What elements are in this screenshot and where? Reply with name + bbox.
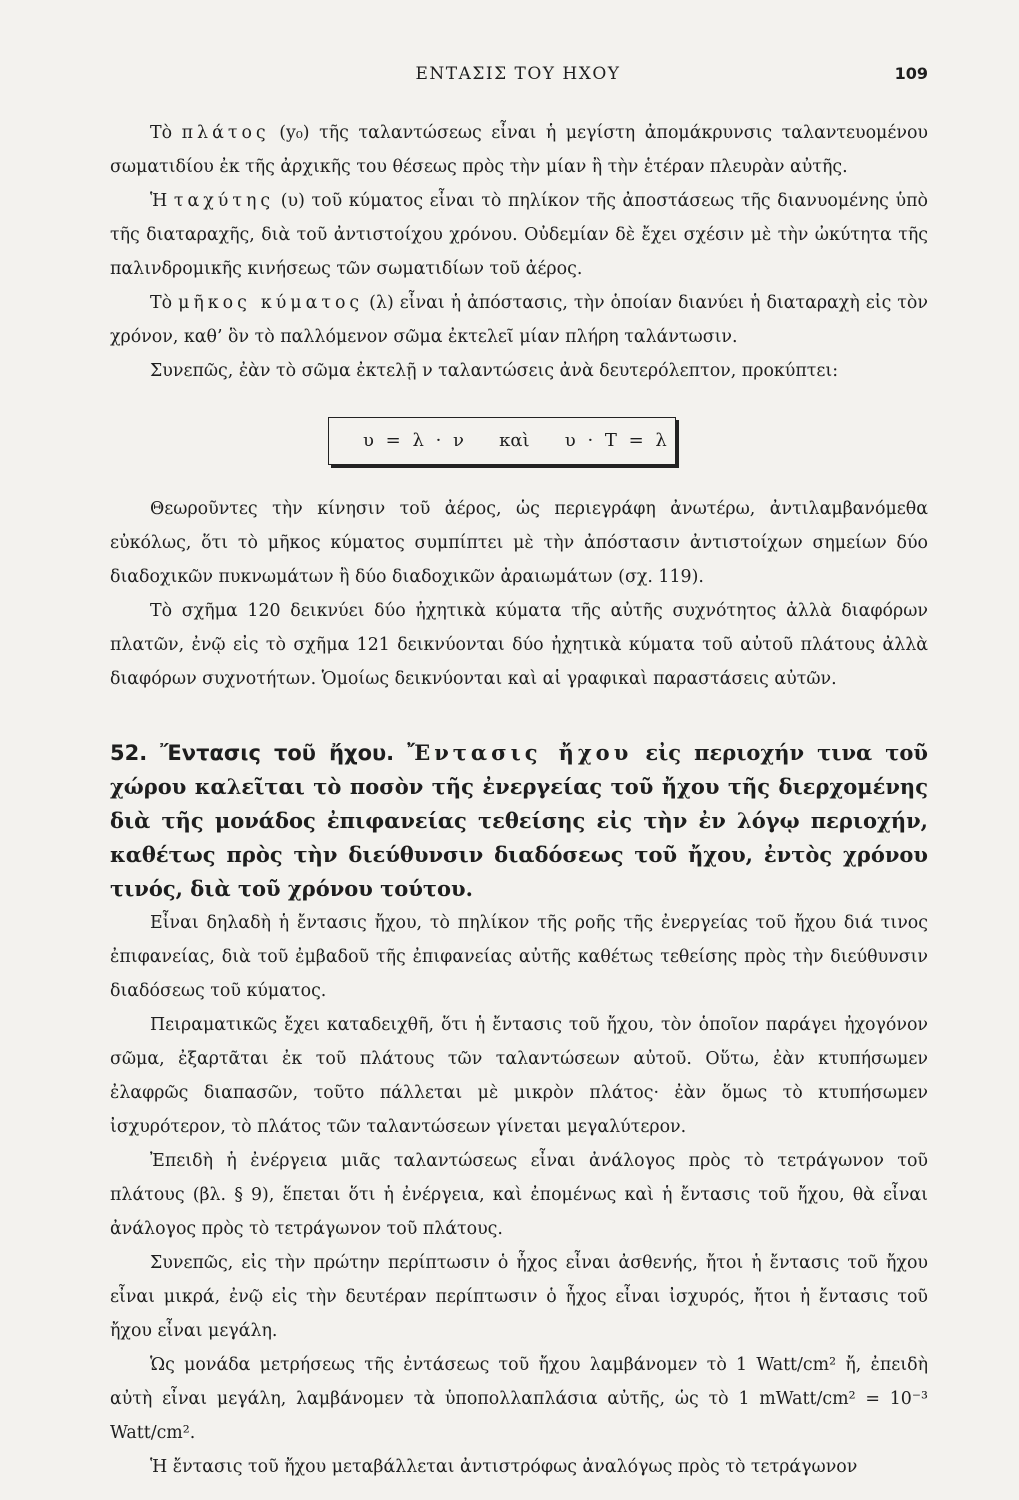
text: (λ) εἶναι ἡ ἀπόστασις, τὴν ὁποίαν διανύει ἡ διαταραχὴ εἰς τὸν χρόνον, καθ’ ὃν τὸ παλλόμενον σῶμα ἐκτελεῖ μίαν πλήρη ταλάντωσιν. (110, 293, 928, 347)
text: (y₀) τῆς ταλαντώσεως εἶναι ἡ μεγίστη ἀπομάκρυνσις ταλαντευομένου σωματιδίου ἐκ τῆς ἀρχικῆς του θέσεως πρὸς τὴν μίαν ἢ τὴν ἑτέραν πλευρὰν αὐτῆς. (110, 123, 928, 177)
paragraph-s1: Εἶναι δηλαδὴ ἡ ἔντασις ἤχου, τὸ πηλίκον τῆς ροῆς τῆς ἐνεργείας τοῦ ἤχου διά τινος ἐπιφανείας, διὰ τοῦ ἐμβαδοῦ τῆς ἐπιφανείας αὐτῆς καθέτως τεθείσης πρὸς τὴν διεύθυνσιν διαδόσεως τοῦ κύματος. (110, 913, 928, 1001)
text: Τὸ (150, 123, 182, 143)
paragraph-s6: Ἡ ἔντασις τοῦ ἤχου μεταβάλλεται ἀντιστρόφως ἀναλόγως πρὸς τὸ τετράγωνον (150, 1457, 858, 1477)
text: Τὸ (150, 293, 179, 313)
term-amplitude: πλάτος (181, 123, 270, 143)
text: (υ) τοῦ κύματος εἶναι τὸ πηλίκον τῆς ἀποστάσεως τῆς διανυομένης ὑπὸ τῆς διαταραχῆς, διὰ τοῦ ἀντιστοίχου χρόνου. Οὐδεμίαν δὲ ἔχει σχέσιν μὲ τὴν ὠκύτητα τῆς παλινδρομικῆς κινήσεως τῶν σωματιδίων τοῦ ἀέρος. (110, 191, 928, 279)
formula-box (328, 417, 676, 465)
page-header (108, 64, 928, 94)
section-definition (110, 736, 928, 906)
paragraph-consequence: Συνεπῶς, ἐὰν τὸ σῶμα ἐκτελῇ ν ταλαντώσεις ἀνὰ δευτερόλεπτον, προκύπτει: (150, 361, 839, 381)
paragraph-s4: Συνεπῶς, εἰς τὴν πρώτην περίπτωσιν ὁ ἦχος εἶναι ἀσθενής, ἤτοι ἡ ἔντασις τοῦ ἤχου εἶναι μικρά, ἐνῷ εἰς τὴν δευτέραν περίπτωσιν ὁ ἦχος εἶναι ἰσχυρός, ἤτοι ἡ ἔντασις τοῦ ἤχου εἶναι μεγάλη. (110, 1253, 928, 1341)
term-wavelength: μῆκος κύματος (178, 293, 364, 313)
paragraph-amplitude (110, 116, 928, 184)
term-velocity: ταχύτης (173, 191, 275, 211)
definition-text: εἰς περιοχήν τινα τοῦ χώρου καλεῖται τὸ ποσὸν τῆς ἐνεργείας τοῦ ἤχου τῆς διερχομένης διὰ τῆς μονάδος ἐπιφανείας τεθείσης εἰς τὴν ἐν λόγῳ περιοχήν, καθέτως πρὸς τὴν διεύθυνσιν διαδόσεως τοῦ ἤχου, ἐντὸς χρόνου τινός, διὰ τοῦ χρόνου τούτου. (110, 740, 928, 901)
paragraph-velocity (110, 184, 928, 286)
paragraph-wavelength (110, 286, 928, 354)
section-52 (110, 736, 928, 1484)
paragraph-s2: Πειραματικῶς ἔχει καταδειχθῆ, ὅτι ἡ ἔντασις τοῦ ἤχου, τὸν ὁποῖον παράγει ἠχογόνον σῶμα, ἐξαρτᾶται ἐκ τοῦ πλάτους τῶν ταλαντώσεων αὐτοῦ. Οὕτω, ἐὰν κτυπήσωμεν ἐλαφρῶς διαπασῶν, τοῦτο πάλλεται μὲ μικρὸν πλάτος· ἐὰν ὅμως τὸ κτυπήσωμεν ἰσχυρότερον, τὸ πλάτος τῶν ταλαντώσεων γίνεται μεγαλύτερον. (110, 1015, 928, 1137)
term-intensity: Ἔντασις ἤχου (407, 740, 633, 765)
running-title: ΕΝΤΑΣΙΣ ΤΟΥ ΗΧΟΥ (415, 64, 621, 84)
paragraph-s5: Ὡς μονάδα μετρήσεως τῆς ἐντάσεως τοῦ ἤχου λαμβάνομεν τὸ 1 Watt/cm² ἤ, ἐπειδὴ αὐτὴ εἶναι μεγάλη, λαμβάνομεν τὰ ὑποπολλαπλάσια αὐτῆς, ὡς τὸ 1 mWatt/cm² = 10⁻³ Watt/cm². (110, 1355, 928, 1443)
page-body (110, 116, 928, 1484)
paragraph-figures: Τὸ σχῆμα 120 δεικνύει δύο ἠχητικὰ κύματα τῆς αὐτῆς συχνότητος ἀλλὰ διαφόρων πλατῶν, ἐνῷ εἰς τὸ σχῆμα 121 δεικνύονται δύο ἠχητικὰ κύματα τοῦ αὐτοῦ πλάτους ἀλλὰ διαφόρων συχνοτήτων. Ὁμοίως δεικνύονται καὶ αἱ γραφικαὶ παραστάσεις αὐτῶν. (110, 601, 928, 689)
section-heading: 52. Ἔντασις τοῦ ἤχου. (110, 741, 395, 765)
paragraph-air-motion: Θεωροῦντες τὴν κίνησιν τοῦ ἀέρος, ὡς περιεγράφη ἀνωτέρω, ἀντιλαμβανόμεθα εὐκόλως, ὅτι τὸ μῆκος κύματος συμπίπτει μὲ τὴν ἀπόστασιν ἀντιστοίχων σημείων δύο διαδοχικῶν πυκνωμάτων ἢ δύο διαδοχικῶν ἀραιωμάτων (σχ. 119). (110, 499, 928, 587)
paragraph-s3: Ἐπειδὴ ἡ ἐνέργεια μιᾶς ταλαντώσεως εἶναι ἀνάλογος πρὸς τὸ τετράγωνον τοῦ πλάτους (βλ. § 9), ἕπεται ὅτι ἡ ἐνέργεια, καὶ ἐπομένως καὶ ἡ ἔντασις τοῦ ἤχου, θὰ εἶναι ἀνάλογος πρὸς τὸ τετράγωνον τοῦ πλάτους. (110, 1151, 928, 1239)
formula: υ = λ · ν καὶ υ · T = λ (363, 430, 667, 451)
page-number: 109 (894, 64, 928, 83)
text: Ἡ (150, 191, 174, 211)
